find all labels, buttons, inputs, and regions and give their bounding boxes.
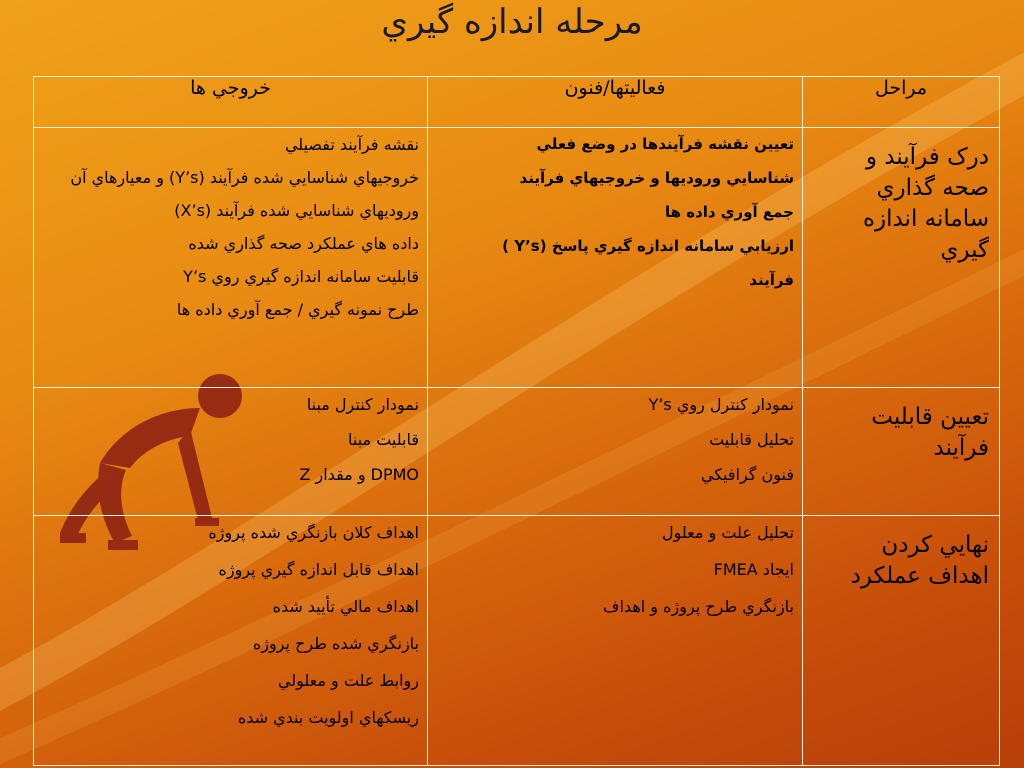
output-item: قابليت سامانه اندازه گيري روي Y’s: [183, 267, 419, 286]
activity-item: شناسايي وروديها و خروجيهاي فرآيند: [519, 169, 794, 187]
activities-cell: [428, 128, 803, 388]
activities-cell: [428, 516, 803, 766]
activity-item: تعيين نقشه فرآيندها در وضع فعلي: [536, 135, 794, 153]
activities-cell: [428, 388, 803, 516]
stage-cell: تعيين قابليت فرآيند: [803, 388, 1000, 516]
output-item: طرح نمونه گيري / جمع آوري داده ها: [176, 300, 419, 319]
output-item: بازنگري شده طرح پروژه: [252, 634, 419, 653]
output-item: داده هاي عملكرد صحه گذاري شده: [188, 234, 419, 253]
header-stages: مراحل: [803, 77, 1000, 128]
output-item: خروجيهاي شناسايي شده فرآيند (Y’s) و معيارهاي آن: [70, 168, 419, 187]
page-title: مرحله اندازه گيري: [381, 2, 643, 42]
output-item: ريسكهاي اولويت بندي شده: [237, 708, 419, 727]
header-activities: فعاليتها/فنون: [428, 77, 803, 128]
header-outputs: خروجي ها: [34, 77, 428, 128]
activity-item: فنون گرافيكي: [700, 465, 794, 484]
activity-item: تحليل قابليت: [709, 430, 794, 449]
output-item: اهداف قابل اندازه گيري پروژه: [218, 560, 419, 579]
outputs-cell: [34, 388, 428, 516]
activity-item: نمودار كنترل روي Y’s: [648, 395, 794, 414]
table-row: [34, 128, 1000, 388]
stage-cell: درک فرآيند و صحه گذاري سامانه اندازه گيري: [803, 128, 1000, 388]
table-row: [34, 516, 1000, 766]
output-item: قابليت مبنا: [348, 430, 419, 449]
table-header-row: [34, 77, 1000, 128]
outputs-cell: [34, 516, 428, 766]
output-item: DPMO و مقدار Z: [299, 465, 419, 484]
output-item: روابط علت و معلولي: [277, 671, 419, 690]
output-item: نمودار كنترل مبنا: [306, 395, 419, 414]
activity-item: جمع آوري داده ها: [664, 203, 794, 221]
activity-item: ايجاد FMEA: [713, 560, 794, 579]
table-row: [34, 388, 1000, 516]
activity-item: ارزيابي سامانه اندازه گيري پاسخ (Y’s ): [502, 237, 794, 255]
activity-item: تحليل علت و معلول: [661, 523, 794, 542]
stage-cell: نهايي كردن اهداف عملكرد: [803, 516, 1000, 766]
output-item: اهداف مالي تأييد شده: [272, 597, 419, 616]
output-item: وروديهاي شناسايي شده فرآيند (X’s): [174, 201, 419, 220]
activity-item: بازنگري طرح پروژه و اهداف: [602, 597, 794, 616]
outputs-cell: [34, 128, 428, 388]
output-item: اهداف كلان بازنگري شده پروژه: [208, 523, 419, 542]
measure-phase-table: [33, 76, 1000, 766]
output-item: نقشه فرآيند تفصيلي: [284, 135, 419, 154]
activity-item: فرآيند: [749, 271, 794, 289]
